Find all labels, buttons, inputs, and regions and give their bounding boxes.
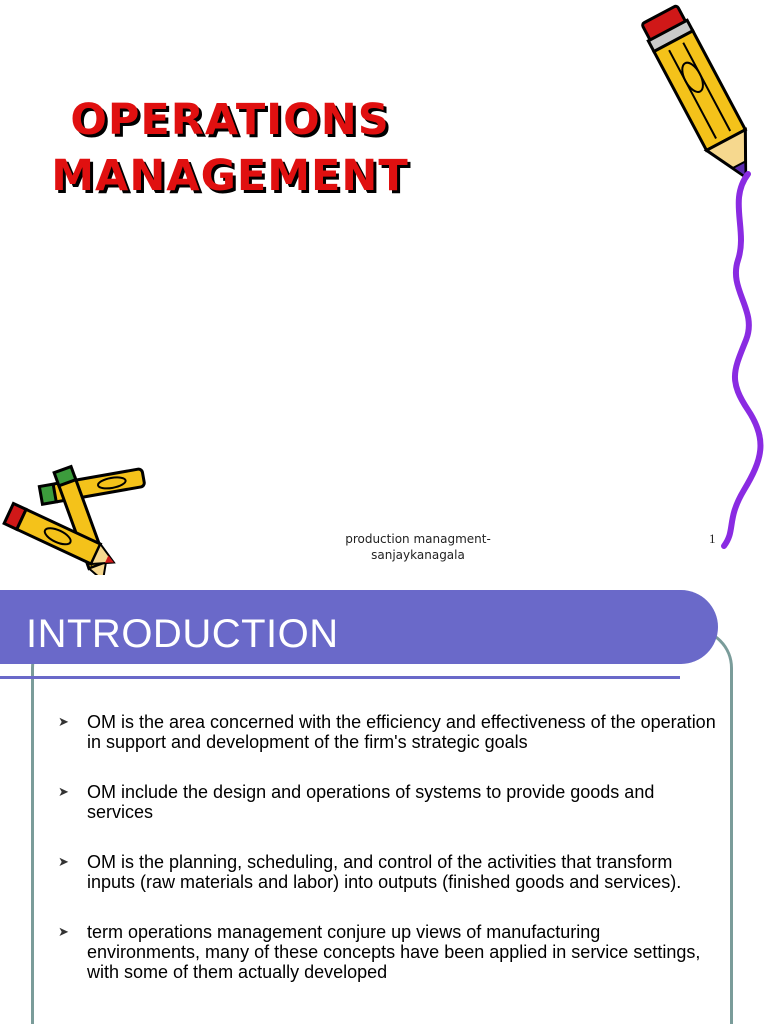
header-band [0, 590, 718, 664]
arrow-bullet-icon: ➤ [58, 714, 69, 729]
list-item [58, 712, 718, 752]
list-item [58, 922, 718, 982]
header-divider [0, 676, 680, 679]
arrow-bullet-icon: ➤ [58, 924, 69, 939]
bullet-text: OM include the design and operations of systems to provide goods and services [87, 782, 655, 822]
title-line-1: OPERATIONS [70, 95, 390, 145]
slide-heading: INTRODUCTION [26, 612, 339, 656]
slide-title [40, 92, 420, 204]
footer-line-1: production managment- [345, 532, 491, 546]
bullet-list [58, 712, 718, 1012]
bullet-text: term operations management conjure up views of manufacturing environments, many of these concepts have been applied in service settings, with some of them actually developed [87, 922, 701, 982]
bullet-text: OM is the planning, scheduling, and control of the activities that transform inputs (raw materials and labor) into outputs (finished goods and services). [87, 852, 682, 892]
list-item [58, 782, 718, 822]
arrow-bullet-icon: ➤ [58, 854, 69, 869]
introduction-slide [0, 588, 768, 1024]
title-line-2: MANAGEMENT [51, 151, 409, 201]
footer-line-2: sanjaykanagala [371, 548, 465, 562]
pencils-icon [0, 460, 160, 575]
page-number: 1 [709, 531, 716, 546]
list-item [58, 852, 718, 892]
arrow-bullet-icon: ➤ [58, 784, 69, 799]
slide-footer [318, 531, 518, 563]
bullet-text: OM is the area concerned with the efficiency and effectiveness of the operation in support and development of the firm's strategic goals [87, 712, 716, 752]
squiggle-icon [718, 170, 768, 550]
